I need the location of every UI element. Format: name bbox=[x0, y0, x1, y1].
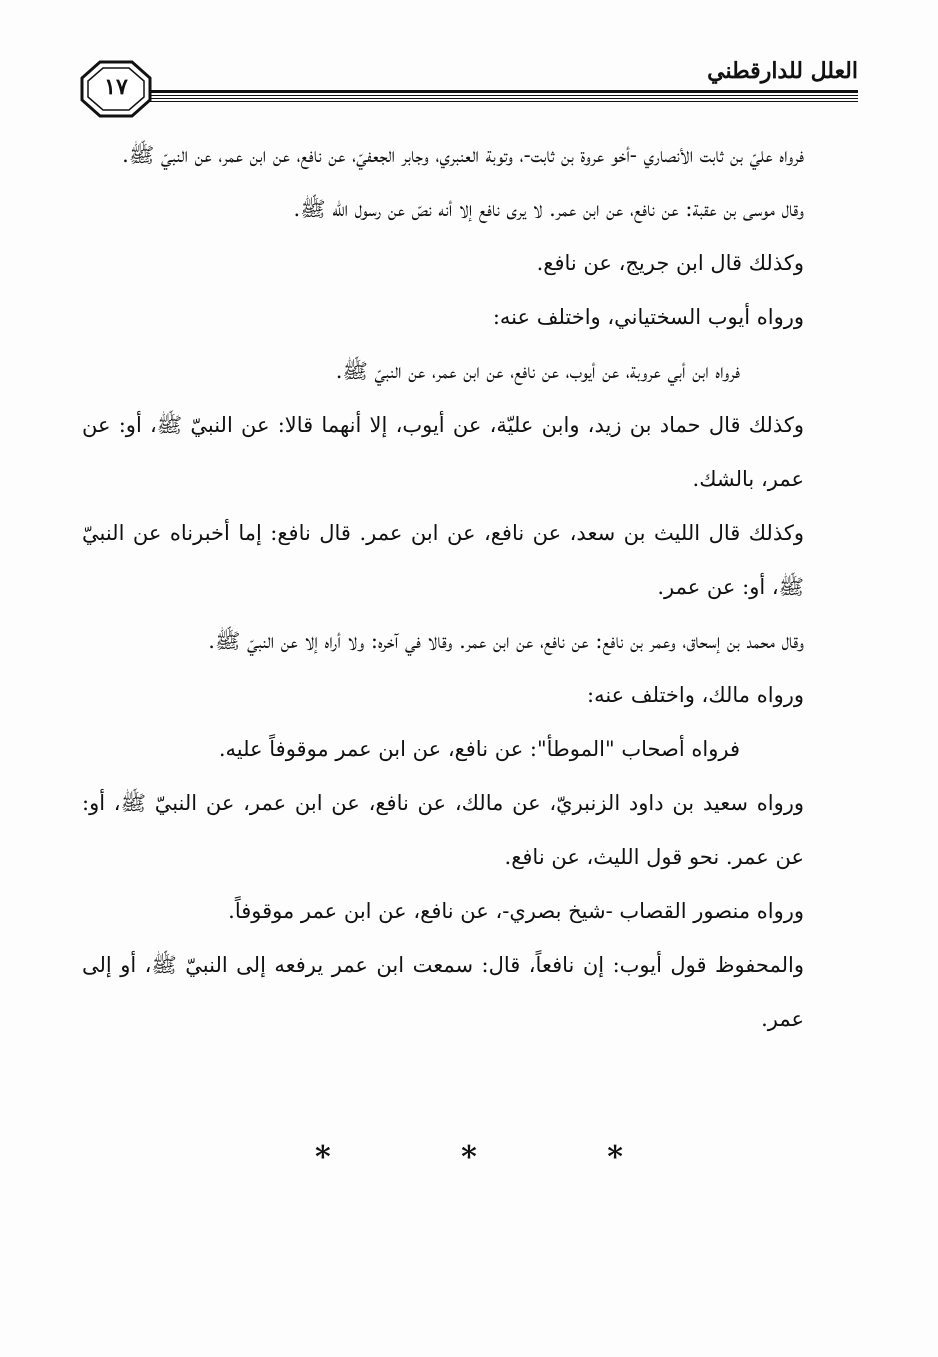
body-text bbox=[82, 128, 860, 1046]
page-number: ١٧ bbox=[104, 74, 128, 100]
paragraph: فرواه أصحاب "الموطأ": عن نافع، عن ابن عمر موقوفاً عليه. bbox=[218, 737, 740, 761]
paragraph: وكذلك قال الليث بن سعد، عن نافع، عن ابن عمر. قال نافع: إما أخبرناه عن النبيّ ﷺ، أو: عن عمر. bbox=[82, 521, 804, 599]
paragraph: ورواه منصور القصاب -شيخ بصري-، عن نافع، عن ابن عمر موقوفاً. bbox=[228, 899, 804, 923]
paragraph: وكذلك قال حماد بن زيد، وابن عليّة، عن أيوب، إلا أنهما قالا: عن النبيّ ﷺ، أو: عن عمر، بالشك. bbox=[82, 413, 804, 491]
paragraph: وقال موسى بن عقبة: عن نافع، عن ابن عمر. لا يرى نافع إلا أنه نصّ عن رسول الله ﷺ. bbox=[293, 197, 804, 221]
paragraph: فرواه ابن أبي عروبة، عن أيوب، عن نافع، عن ابن عمر، عن النبيّ ﷺ. bbox=[335, 359, 740, 383]
page-header bbox=[80, 52, 858, 122]
running-title: العلل للدارقطني bbox=[707, 58, 858, 84]
paragraph: وكذلك قال ابن جريج، عن نافع. bbox=[536, 251, 804, 275]
page-number-badge bbox=[80, 60, 152, 118]
paragraph: ورواه أيوب السختياني، واختلف عنه: bbox=[492, 305, 804, 329]
paragraph: فرواه عليّ بن ثابت الأنصاري -أخو عروة بن ثابت-، وتوبة العنبري، وجابر الجعفيّ، عن نافع، عن ابن عمر، عن النبيّ ﷺ. bbox=[122, 143, 804, 167]
section-separator: * * * bbox=[315, 1140, 683, 1175]
paragraph: وقال محمد بن إسحاق، وعمر بن نافع: عن نافع، عن ابن عمر. وقالا في آخره: ولا أراه إلا عن النبيّ ﷺ. bbox=[208, 629, 804, 653]
paragraph: ورواه مالك، واختلف عنه: bbox=[587, 683, 804, 707]
paragraph: ورواه سعيد بن داود الزنبريّ، عن مالك، عن نافع، عن ابن عمر، عن النبيّ ﷺ، أو: عن عمر. نحو قول الليث، عن نافع. bbox=[82, 791, 804, 869]
paragraph: والمحفوظ قول أيوب: إن نافعاً، قال: سمعت ابن عمر يرفعه إلى النبيّ ﷺ، أو إلى عمر. bbox=[82, 953, 804, 1031]
